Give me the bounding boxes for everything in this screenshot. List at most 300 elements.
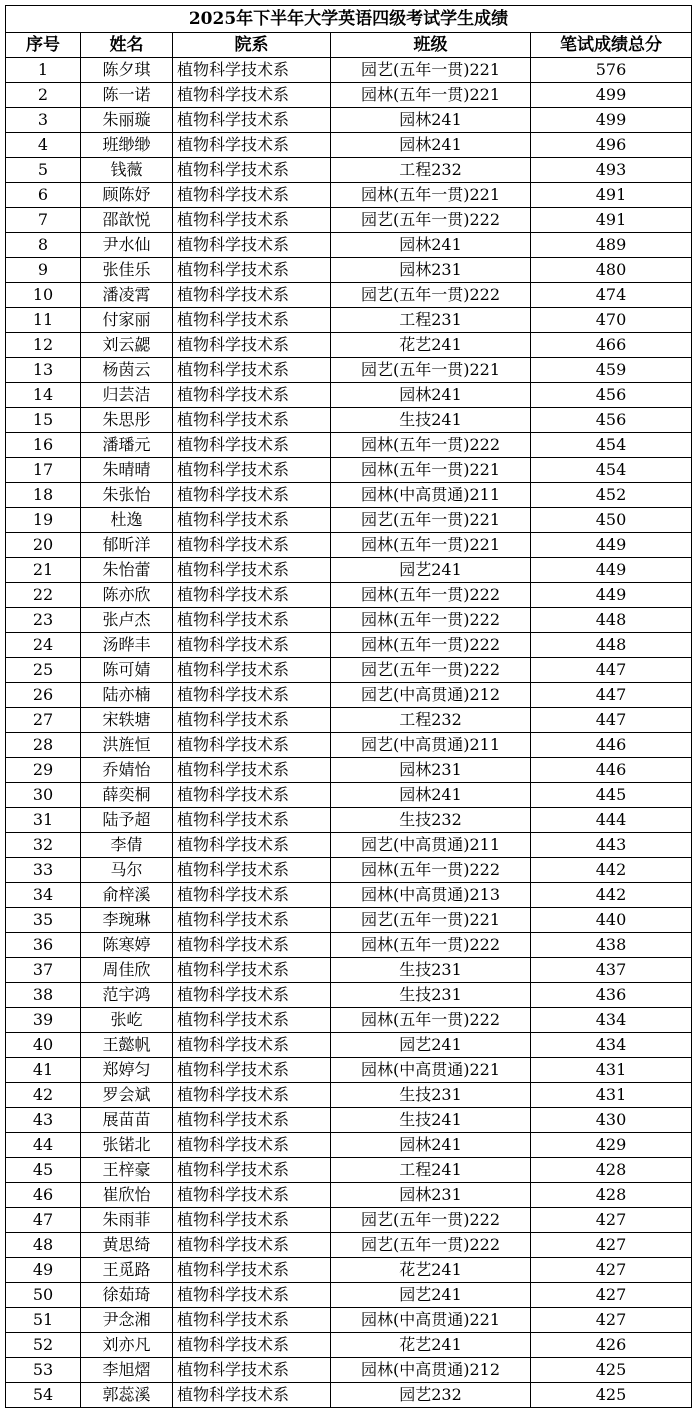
cell-department: 植物科学技术系 [173,1033,331,1058]
cell-class: 工程232 [331,708,531,733]
cell-name: 朱思彤 [81,408,173,433]
table-row [6,908,692,933]
cell-score: 442 [531,858,692,883]
cell-department: 植物科学技术系 [173,633,331,658]
cell-department: 植物科学技术系 [173,308,331,333]
cell-index: 28 [6,733,81,758]
cell-score: 576 [531,58,692,83]
cell-name: 杜逸 [81,508,173,533]
cell-name: 张卢杰 [81,608,173,633]
cell-index: 50 [6,1283,81,1308]
table-row [6,1258,692,1283]
cell-score: 444 [531,808,692,833]
cell-index: 44 [6,1133,81,1158]
cell-class: 园林(中高贯通)221 [331,1058,531,1083]
cell-index: 8 [6,233,81,258]
table-row [6,433,692,458]
cell-score: 499 [531,108,692,133]
cell-name: 陈寒婷 [81,933,173,958]
cell-score: 452 [531,483,692,508]
table-row [6,683,692,708]
cell-score: 427 [531,1233,692,1258]
table-row [6,933,692,958]
cell-class: 园林(五年一贯)221 [331,533,531,558]
cell-index: 9 [6,258,81,283]
cell-index: 47 [6,1208,81,1233]
cell-department: 植物科学技术系 [173,358,331,383]
cell-index: 17 [6,458,81,483]
cell-department: 植物科学技术系 [173,858,331,883]
cell-department: 植物科学技术系 [173,83,331,108]
cell-score: 429 [531,1133,692,1158]
cell-name: 顾陈妤 [81,183,173,208]
header-index: 序号 [6,33,81,58]
cell-name: 周佳欣 [81,958,173,983]
cell-score: 447 [531,683,692,708]
cell-name: 展苗苗 [81,1108,173,1133]
cell-score: 427 [531,1308,692,1333]
cell-index: 38 [6,983,81,1008]
cell-index: 41 [6,1058,81,1083]
cell-score: 428 [531,1158,692,1183]
cell-score: 434 [531,1008,692,1033]
cell-name: 薛奕桐 [81,783,173,808]
table-row [6,333,692,358]
cell-department: 植物科学技术系 [173,1108,331,1133]
cell-department: 植物科学技术系 [173,133,331,158]
cell-index: 13 [6,358,81,383]
cell-score: 427 [531,1283,692,1308]
cell-department: 植物科学技术系 [173,658,331,683]
cell-index: 34 [6,883,81,908]
cell-class: 工程232 [331,158,531,183]
cell-score: 449 [531,583,692,608]
cell-class: 园林(五年一贯)222 [331,633,531,658]
cell-score: 430 [531,1108,692,1133]
cell-name: 付家丽 [81,308,173,333]
cell-name: 徐茹琦 [81,1283,173,1308]
cell-index: 20 [6,533,81,558]
cell-name: 崔欣怡 [81,1183,173,1208]
cell-index: 23 [6,608,81,633]
table-row [6,1108,692,1133]
cell-name: 李旭熠 [81,1358,173,1383]
cell-score: 454 [531,433,692,458]
cell-name: 马尔 [81,858,173,883]
cell-class: 生技241 [331,1108,531,1133]
cell-name: 陆亦楠 [81,683,173,708]
table-row [6,708,692,733]
cell-index: 42 [6,1083,81,1108]
cell-class: 园艺241 [331,1283,531,1308]
cell-class: 园林(五年一贯)222 [331,1008,531,1033]
cell-class: 园林241 [331,108,531,133]
cell-department: 植物科学技术系 [173,933,331,958]
cell-class: 园林(中高贯通)221 [331,1308,531,1333]
cell-class: 园林241 [331,383,531,408]
cell-name: 王梓豪 [81,1158,173,1183]
cell-class: 园林(五年一贯)222 [331,583,531,608]
cell-class: 园林(中高贯通)212 [331,1358,531,1383]
cell-class: 园艺241 [331,558,531,583]
cell-score: 450 [531,508,692,533]
table-row [6,733,692,758]
cell-department: 植物科学技术系 [173,958,331,983]
cell-score: 440 [531,908,692,933]
cell-score: 431 [531,1058,692,1083]
cell-index: 39 [6,1008,81,1033]
cell-name: 俞梓溪 [81,883,173,908]
cell-score: 456 [531,383,692,408]
table-row [6,358,692,383]
cell-class: 园艺(五年一贯)221 [331,358,531,383]
cell-score: 466 [531,333,692,358]
cell-class: 园艺(中高贯通)212 [331,683,531,708]
table-row [6,1358,692,1383]
cell-department: 植物科学技术系 [173,233,331,258]
cell-name: 陈可婧 [81,658,173,683]
cell-department: 植物科学技术系 [173,533,331,558]
cell-index: 25 [6,658,81,683]
cell-department: 植物科学技术系 [173,508,331,533]
cell-class: 园林231 [331,258,531,283]
cell-class: 园艺(中高贯通)211 [331,733,531,758]
cell-class: 园艺(五年一贯)221 [331,58,531,83]
cell-score: 496 [531,133,692,158]
cell-class: 园林(五年一贯)222 [331,608,531,633]
table-row [6,1058,692,1083]
cell-name: 朱丽璇 [81,108,173,133]
cell-index: 31 [6,808,81,833]
cell-index: 14 [6,383,81,408]
cell-score: 447 [531,708,692,733]
cell-class: 园艺(五年一贯)221 [331,508,531,533]
cell-score: 438 [531,933,692,958]
table-row [6,1308,692,1333]
table-row [6,533,692,558]
cell-department: 植物科学技术系 [173,483,331,508]
cell-class: 花艺241 [331,1258,531,1283]
cell-score: 427 [531,1258,692,1283]
cell-department: 植物科学技术系 [173,783,331,808]
cell-score: 474 [531,283,692,308]
cell-name: 刘云勰 [81,333,173,358]
table-row [6,808,692,833]
cell-name: 张佳乐 [81,258,173,283]
cell-class: 园林(中高贯通)213 [331,883,531,908]
cell-name: 朱怡蕾 [81,558,173,583]
cell-department: 植物科学技术系 [173,833,331,858]
cell-class: 生技241 [331,408,531,433]
cell-index: 53 [6,1358,81,1383]
cell-score: 445 [531,783,692,808]
table-row [6,133,692,158]
table-row [6,1083,692,1108]
cell-index: 1 [6,58,81,83]
cell-name: 陆予超 [81,808,173,833]
cell-index: 40 [6,1033,81,1058]
cell-class: 园艺(五年一贯)222 [331,208,531,233]
table-row [6,233,692,258]
cell-class: 工程241 [331,1158,531,1183]
cell-department: 植物科学技术系 [173,1183,331,1208]
cell-department: 植物科学技术系 [173,883,331,908]
cell-index: 32 [6,833,81,858]
cell-score: 470 [531,308,692,333]
cell-class: 园林241 [331,1133,531,1158]
table-row [6,508,692,533]
cell-score: 499 [531,83,692,108]
cell-class: 园林(五年一贯)221 [331,458,531,483]
cell-class: 生技232 [331,808,531,833]
cell-class: 园林241 [331,233,531,258]
table-row [6,783,692,808]
cell-name: 杨茵云 [81,358,173,383]
cell-name: 郁昕洋 [81,533,173,558]
cell-index: 30 [6,783,81,808]
cell-department: 植物科学技术系 [173,333,331,358]
cell-index: 2 [6,83,81,108]
cell-department: 植物科学技术系 [173,158,331,183]
table-row [6,833,692,858]
cell-class: 园艺241 [331,1033,531,1058]
cell-name: 李倩 [81,833,173,858]
cell-name: 洪旌恒 [81,733,173,758]
table-row [6,983,692,1008]
cell-score: 454 [531,458,692,483]
cell-department: 植物科学技术系 [173,1308,331,1333]
cell-index: 29 [6,758,81,783]
sheet-title: 2025年下半年大学英语四级考试学生成绩 [6,6,692,33]
cell-department: 植物科学技术系 [173,1383,331,1408]
cell-department: 植物科学技术系 [173,1283,331,1308]
cell-name: 郭蕊溪 [81,1383,173,1408]
cell-department: 植物科学技术系 [173,908,331,933]
cell-department: 植物科学技术系 [173,583,331,608]
cell-class: 园艺(五年一贯)221 [331,908,531,933]
cell-score: 493 [531,158,692,183]
cell-name: 郑婷匀 [81,1058,173,1083]
cell-index: 52 [6,1333,81,1358]
cell-score: 425 [531,1383,692,1408]
cell-name: 尹念湘 [81,1308,173,1333]
cell-class: 园艺(五年一贯)222 [331,1208,531,1233]
cell-department: 植物科学技术系 [173,1158,331,1183]
cell-department: 植物科学技术系 [173,408,331,433]
cell-index: 24 [6,633,81,658]
cell-class: 工程231 [331,308,531,333]
table-row [6,183,692,208]
cell-index: 45 [6,1158,81,1183]
cell-index: 10 [6,283,81,308]
cell-index: 43 [6,1108,81,1133]
cell-department: 植物科学技术系 [173,108,331,133]
table-body [6,58,692,1408]
cell-index: 4 [6,133,81,158]
cell-department: 植物科学技术系 [173,1058,331,1083]
cell-department: 植物科学技术系 [173,808,331,833]
cell-name: 潘凌霄 [81,283,173,308]
cell-department: 植物科学技术系 [173,383,331,408]
cell-index: 19 [6,508,81,533]
cell-class: 园林(五年一贯)222 [331,433,531,458]
cell-department: 植物科学技术系 [173,1133,331,1158]
cell-class: 园艺(中高贯通)211 [331,833,531,858]
cell-index: 18 [6,483,81,508]
cell-score: 437 [531,958,692,983]
cell-department: 植物科学技术系 [173,1083,331,1108]
cell-index: 37 [6,958,81,983]
cell-score: 426 [531,1333,692,1358]
cell-department: 植物科学技术系 [173,58,331,83]
cell-department: 植物科学技术系 [173,1258,331,1283]
cell-name: 张屹 [81,1008,173,1033]
cell-score: 491 [531,183,692,208]
cell-score: 491 [531,208,692,233]
cell-score: 480 [531,258,692,283]
cell-department: 植物科学技术系 [173,1233,331,1258]
cell-score: 427 [531,1208,692,1233]
table-row [6,1008,692,1033]
table-row [6,208,692,233]
cell-department: 植物科学技术系 [173,283,331,308]
cell-index: 3 [6,108,81,133]
header-class: 班级 [331,33,531,58]
table-row [6,58,692,83]
cell-class: 园林231 [331,758,531,783]
cell-score: 489 [531,233,692,258]
table-row [6,408,692,433]
cell-index: 21 [6,558,81,583]
cell-class: 园艺(五年一贯)222 [331,658,531,683]
cell-index: 33 [6,858,81,883]
cell-score: 447 [531,658,692,683]
table-row [6,1033,692,1058]
cell-name: 范宇鸿 [81,983,173,1008]
cell-name: 归芸洁 [81,383,173,408]
header-department: 院系 [173,33,331,58]
table-row [6,1183,692,1208]
table-row [6,958,692,983]
table-row [6,558,692,583]
cell-class: 园林(五年一贯)222 [331,933,531,958]
cell-name: 王觅路 [81,1258,173,1283]
table-row [6,308,692,333]
cell-name: 宋轶塘 [81,708,173,733]
cell-name: 乔婧怡 [81,758,173,783]
cell-index: 35 [6,908,81,933]
cell-index: 54 [6,1383,81,1408]
cell-class: 园艺232 [331,1383,531,1408]
cell-name: 陈亦欣 [81,583,173,608]
cell-name: 班缈缈 [81,133,173,158]
cell-name: 黄思绮 [81,1233,173,1258]
cell-score: 436 [531,983,692,1008]
cell-class: 园林(五年一贯)221 [331,183,531,208]
cell-name: 汤晔丰 [81,633,173,658]
table-row [6,483,692,508]
cell-index: 5 [6,158,81,183]
cell-class: 生技231 [331,958,531,983]
cell-index: 6 [6,183,81,208]
cell-score: 425 [531,1358,692,1383]
cell-score: 456 [531,408,692,433]
cell-score: 446 [531,733,692,758]
cell-name: 钱薇 [81,158,173,183]
cell-index: 51 [6,1308,81,1333]
cell-index: 36 [6,933,81,958]
table-row [6,83,692,108]
cell-score: 446 [531,758,692,783]
cell-name: 潘璠元 [81,433,173,458]
cell-department: 植物科学技术系 [173,1333,331,1358]
cell-department: 植物科学技术系 [173,433,331,458]
cell-index: 7 [6,208,81,233]
table-row [6,258,692,283]
cell-index: 22 [6,583,81,608]
table-row [6,1208,692,1233]
cell-class: 园林(中高贯通)211 [331,483,531,508]
cell-index: 48 [6,1233,81,1258]
cell-department: 植物科学技术系 [173,183,331,208]
cell-score: 431 [531,1083,692,1108]
table-row [6,583,692,608]
cell-department: 植物科学技术系 [173,458,331,483]
header-row [6,33,692,58]
cell-name: 张锘北 [81,1133,173,1158]
table-row [6,658,692,683]
cell-class: 园艺(五年一贯)222 [331,1233,531,1258]
table-row [6,633,692,658]
cell-class: 园林(五年一贯)222 [331,858,531,883]
cell-index: 12 [6,333,81,358]
cell-score: 442 [531,883,692,908]
table-row [6,458,692,483]
table-row [6,1283,692,1308]
cell-class: 生技231 [331,983,531,1008]
score-sheet [5,5,692,1408]
cell-index: 27 [6,708,81,733]
title-row [6,6,692,33]
table-row [6,158,692,183]
table-row [6,383,692,408]
cell-department: 植物科学技术系 [173,1358,331,1383]
cell-department: 植物科学技术系 [173,758,331,783]
table-row [6,883,692,908]
table-row [6,108,692,133]
cell-score: 448 [531,608,692,633]
cell-index: 16 [6,433,81,458]
cell-score: 428 [531,1183,692,1208]
cell-class: 花艺241 [331,333,531,358]
cell-index: 26 [6,683,81,708]
cell-department: 植物科学技术系 [173,1208,331,1233]
cell-index: 46 [6,1183,81,1208]
cell-name: 尹水仙 [81,233,173,258]
cell-name: 朱晴晴 [81,458,173,483]
cell-class: 园林231 [331,1183,531,1208]
cell-department: 植物科学技术系 [173,1008,331,1033]
cell-department: 植物科学技术系 [173,683,331,708]
cell-class: 花艺241 [331,1333,531,1358]
header-score: 笔试成绩总分 [531,33,692,58]
score-table [5,5,692,1408]
table-row [6,1383,692,1408]
cell-name: 罗会斌 [81,1083,173,1108]
cell-department: 植物科学技术系 [173,983,331,1008]
cell-score: 449 [531,558,692,583]
cell-name: 刘亦凡 [81,1333,173,1358]
